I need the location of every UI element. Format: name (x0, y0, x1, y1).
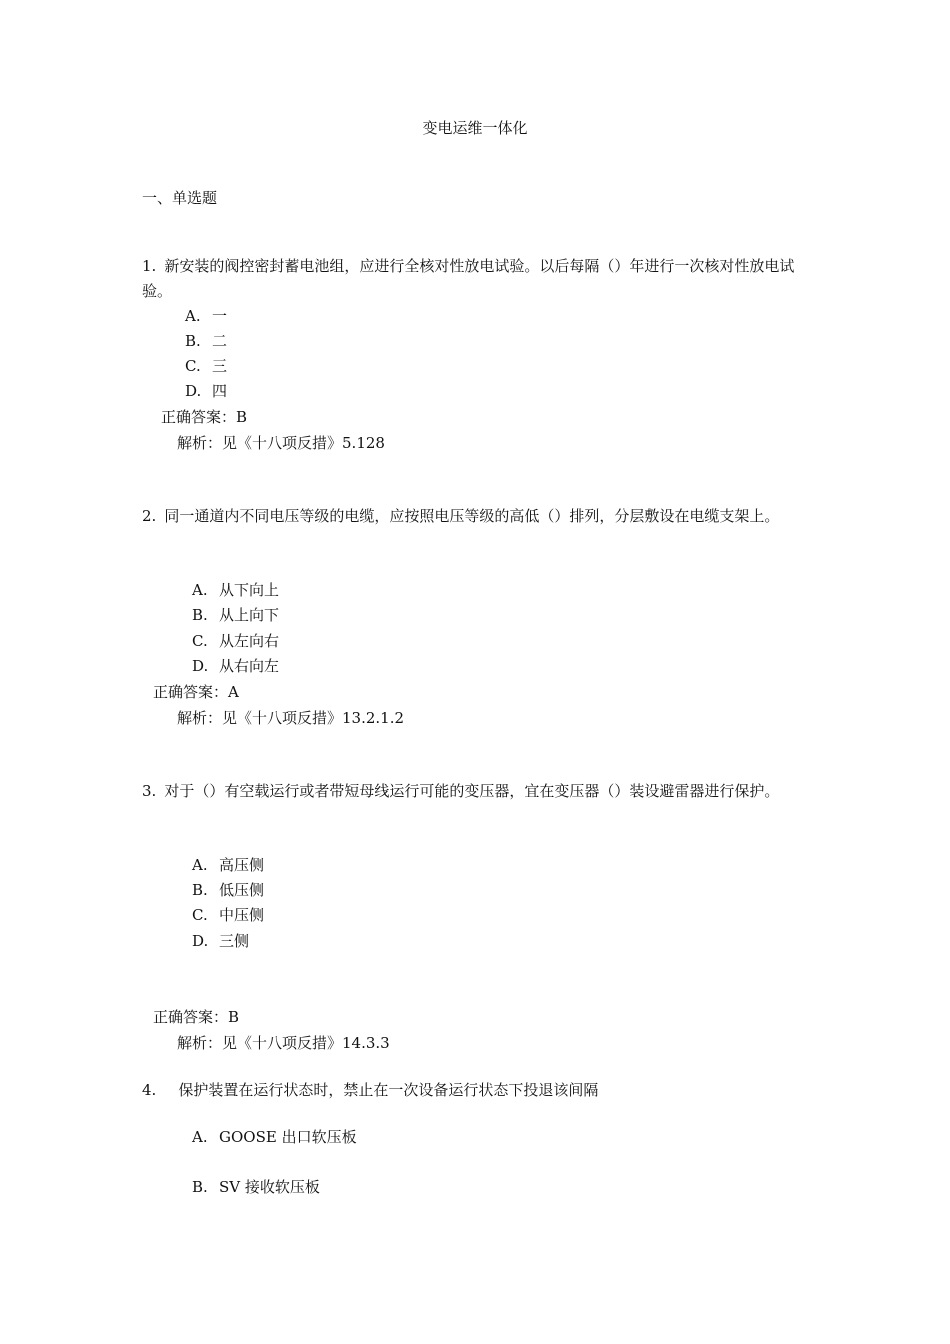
question-3-answer: 正确答案：B (153, 1008, 240, 1026)
question-2-option-a: A. 从下向上 (192, 581, 280, 599)
question-1-option-c: C. 三 (185, 357, 228, 375)
question-2-option-c: C. 从左向右 (192, 632, 280, 650)
question-3-option-d: D. 三侧 (192, 932, 250, 950)
question-number: 1. (142, 257, 157, 275)
document-title: 变电运维一体化 (422, 119, 528, 137)
question-number: 3. (142, 782, 157, 800)
question-3-explanation: 解析：见《十八项反措》14.3.3 (177, 1034, 390, 1052)
question-1-option-b: B. 二 (185, 332, 228, 350)
question-3-option-c: C. 中压侧 (192, 906, 265, 924)
question-2-option-d: D. 从右向左 (192, 657, 280, 675)
question-2-answer: 正确答案：A (153, 683, 239, 701)
question-text: 新安装的阀控密封蓄电池组，应进行全核对性放电试验。以后每隔（）年进行一次核对性放电试验。 (142, 257, 795, 300)
question-1-answer: 正确答案：B (161, 408, 248, 426)
question-text: 同一通道内不同电压等级的电缆，应按照电压等级的高低（）排列，分层敷设在电缆支架上。 (164, 507, 780, 525)
question-3-option-b: B. 低压侧 (192, 881, 265, 899)
question-number: 4. (142, 1081, 157, 1099)
section-heading: 一、单选题 (142, 189, 218, 207)
question-1-explanation: 解析：见《十八项反措》5.128 (177, 434, 385, 452)
question-2-explanation: 解析：见《十八项反措》13.2.1.2 (177, 709, 405, 727)
question-3-option-a: A. 高压侧 (192, 856, 265, 874)
question-4-option-a: A. GOOSE 出口软压板 (192, 1128, 357, 1146)
question-4 (142, 1078, 807, 1103)
question-2 (142, 504, 807, 529)
question-4-option-b: B. SV 接收软压板 (192, 1178, 320, 1196)
question-text: 保护装置在运行状态时，禁止在一次设备运行状态下投退该间隔 (178, 1081, 599, 1099)
question-2-option-b: B. 从上向下 (192, 606, 280, 624)
question-number: 2. (142, 507, 157, 525)
question-1-option-d: D. 四 (185, 382, 228, 400)
question-1-option-a: A. 一 (185, 307, 228, 325)
question-3 (142, 779, 807, 804)
question-text: 对于（）有空载运行或者带短母线运行可能的变压器，宜在变压器（）装设避雷器进行保护。 (164, 782, 780, 800)
question-1 (142, 254, 807, 304)
